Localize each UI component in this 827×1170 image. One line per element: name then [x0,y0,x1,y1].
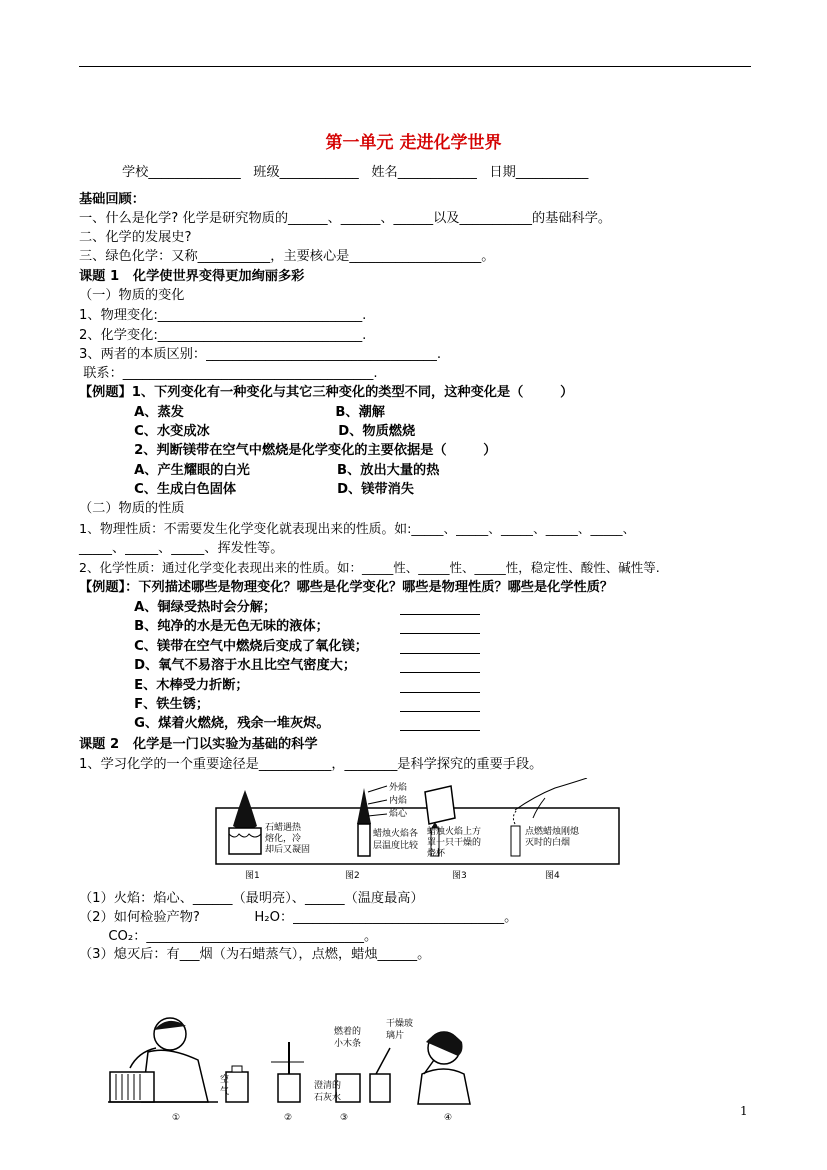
text-line: 3、两者的本质区别：___________________________________. [79,347,442,362]
example-question: 【例题】：下列描述哪些是物理变化？哪些是化学变化？哪些是物理性质？哪些是化学性质？ [79,580,614,595]
figure-label: 点燃蜡烛刚熄 [525,827,580,837]
air-label: 空 [220,1075,230,1085]
outer-flame-label: 外焰 [389,783,408,793]
air-bottle-drawing [226,1066,248,1102]
candle-figure [215,778,620,883]
text-line: 联系：______________________________________. [79,366,378,381]
lesson-heading: 课题 1 化学使世界变得更加绚丽多彩 [79,269,305,284]
header-fields: 学校______________ 班级____________ 姓名____________ 日期___________ [122,165,589,180]
text-line: 1、学习化学的一个重要途径是___________，________是科学探究的重要手段。 [79,757,543,772]
melting-candle-drawing [229,790,261,854]
gas-experiment-figure [108,1012,488,1124]
text-line: 2、化学变化:_______________________________. [79,328,367,343]
figure-caption: 图4 [545,871,560,881]
text-line: （1）火焰：焰心、______（最明亮）、______（温度最高） [79,891,424,906]
option-line: C、镁带在空气中燃烧后变成了氧化镁； [79,639,368,654]
figure-label: 罩一只干燥的 [427,838,482,848]
text-line: _____、_____、_____、挥发性等。 [79,541,284,556]
header-rule [79,66,751,67]
option-line: A、蒸发 B、潮解 [79,405,385,420]
answer-blank [400,653,480,654]
example-question: 2、判断镁带在空气中燃烧是化学变化的主要依据是（ ） [79,443,497,458]
figure-caption: ① [172,1113,181,1123]
limewater-label: 澄清的 [314,1081,342,1091]
limewater-label: 石灰水 [314,1093,342,1103]
figure-caption: 图3 [452,871,467,881]
text-line: 二、化学的发展史? [79,230,192,245]
figure-caption: 图2 [345,871,360,881]
girl-breathing-drawing [418,1032,470,1104]
option-line: E、木棒受力折断； [79,678,249,693]
figure-caption: ④ [444,1113,453,1123]
answer-blank [400,692,480,693]
figure-caption: 图1 [245,871,260,881]
text-line: CO₂：_________________________________。 [79,929,378,944]
text-line: 一、什么是化学? 化学是研究物质的______、______、______以及___________的基础科学。 [79,211,612,226]
section-heading: 基础回顾： [79,192,145,207]
option-line: G、煤着火燃烧，残余一堆灰烬。 [79,716,330,731]
text-line: 1、物理性质：不需要发生化学变化就表现出来的性质。如:_____、_____、_____、_____、_____、 [79,522,636,537]
text-line: （一）物质的变化 [79,288,185,303]
dropper-bottle-drawing [271,1042,304,1102]
option-line: B、纯净的水是无色无味的液体； [79,619,329,634]
page-title: 第一单元 走进化学世界 [325,133,502,153]
text-line: 三、绿色化学：又称___________，主要核心是____________________。 [79,249,495,264]
figure-label: 蜡烛火焰各 [373,829,419,839]
text-line: 1、物理变化:_______________________________. [79,308,367,323]
answer-blank [400,672,480,673]
flame-core-label: 焰心 [389,809,408,819]
figure-label: 灭时的白烟 [525,838,571,848]
text-line: （二）物质的性质 [79,501,185,516]
figure-caption: ③ [340,1113,349,1123]
answer-blank [400,711,480,712]
figure-caption: ② [284,1113,293,1123]
text-line: 2、化学性质：通过化学变化表现出来的性质。如：_____性、_____性、_____性，稳定性、酸性、碱性等. [79,560,660,575]
inner-flame-label: 内焰 [389,796,408,806]
person-blowing-drawing [108,1018,218,1102]
option-line: A、产生耀眼的白光 B、放出大量的热 [79,463,440,478]
figure-label: 层温度比较 [373,841,419,851]
air-label: 气 [220,1087,230,1097]
answer-blank [400,730,480,731]
page-number: 1 [740,1104,748,1118]
figure-label: 熔化，冷 [265,834,302,844]
answer-blank [400,614,480,615]
lesson-heading: 课题 2 化学是一门以实验为基础的科学 [79,737,318,752]
option-line: C、水变成冰 D、物质燃烧 [79,424,416,439]
text-line: （2）如何检验产物? H₂O：________________________________。 [79,910,518,925]
figure-label: 蜡烛火焰上方 [427,827,482,837]
wood-strip-bottle-drawing [370,1048,390,1102]
option-line: C、生成白色固体 D、镁带消失 [79,482,414,497]
text-line: （3）熄灭后：有___烟（为石蜡蒸气），点燃，蜡烛______。 [79,947,431,962]
option-line: F、铁生锈； [79,697,210,712]
figure-label: 却后又凝固 [265,845,311,855]
wood-strip-label: 小木条 [334,1039,362,1049]
figure-label: 烧杯 [427,849,446,859]
figure-label: 石蜡遇热 [265,823,302,833]
wood-strip-label: 燃着的 [334,1027,362,1037]
glass-label: 干燥玻 [386,1019,414,1029]
glass-label: 璃片 [386,1031,405,1041]
answer-blank [400,633,480,634]
example-question: 【例题】1、下列变化有一种变化与其它三种变化的类型不同，这种变化是（ ） [79,385,574,400]
option-line: D、氧气不易溶于水且比空气密度大； [79,658,357,673]
option-line: A、铜绿受热时会分解； [79,600,277,615]
